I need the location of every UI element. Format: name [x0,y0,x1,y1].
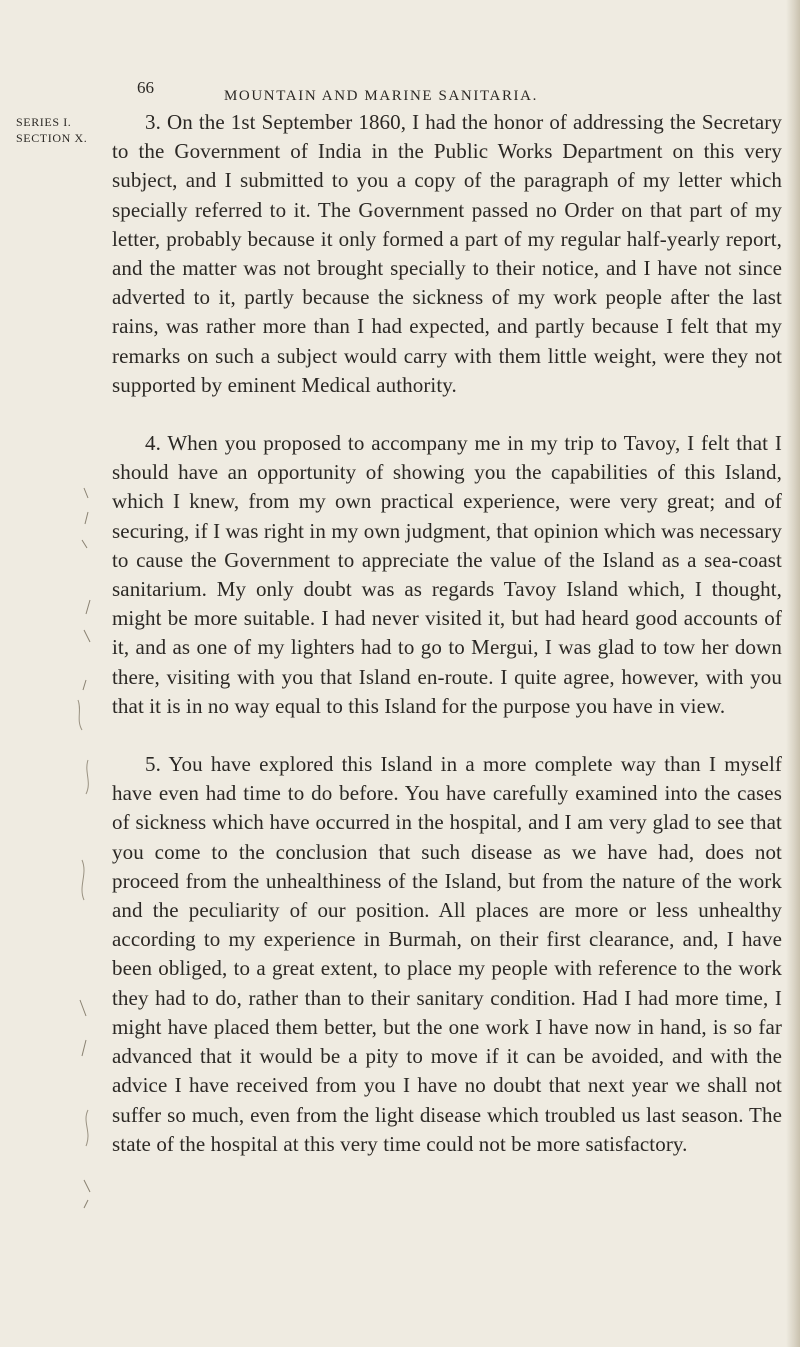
running-title: MOUNTAIN AND MARINE SANITARIA. [224,88,538,104]
margin-note [16,114,106,146]
page-edge-shadow [786,0,800,1347]
paragraph-5: 5. You have explored this Island in a more complete way than I myself have even had time to do before. You have carefully examined into the cases of sickness which have occurred in the hospital, and I am very glad to see that you come to the conclusion that such disease as we have had, does not proceed from the unhealthiness of the Island, but from the nature of the work and the peculiarity of our position. All places are more or less unhealthy according to my experience in Burmah, on their first clearance, and, I have been obliged, to a great extent, to place my people with reference to the work they had to do, rather than to their sanitary condition. Had I had more time, I might have placed them better, but the one work I have now in hand, is so far advanced that it would be a pity to move if it can be avoided, and with the advice I have received from you I have no doubt that next year we shall not suffer so much, even from the light disease which troubled us last season. The state of the hospital at this very time could not be more satisfactory. [112,752,782,1156]
margin-note-series: SERIES I. [16,115,72,129]
paragraph-3: 3. On the 1st September 1860, I had the honor of addressing the Secretary to the Government of India in the Public Works Department on this very subject, and I submitted to you a copy of the paragraph of my letter which specially referred to it. The Government passed no Order on that part of my letter, probably because it only formed a part of my regular half-yearly report, and the matter was not brought specially to their notice, and I have not since adverted to it, partly because the sickness of my work people after the last rains, was rather more than I had expected, and partly because I felt that my remarks on such a subject would carry with them little weight, were they not supported by eminent Medical authority. [112,110,782,397]
page-number: 66 [137,78,154,97]
margin-ink-marks [0,0,110,1347]
body-text [112,108,782,1188]
margin-note-section: SECTION X. [16,131,88,145]
page-header [0,70,800,110]
paragraph-4: 4. When you proposed to accompany me in my trip to Tavoy, I felt that I should have an opportunity of showing you the capabilities of this Island, which I knew, from my own practical experience, were very great; and of securing, if I was right in my own judgment, that opinion which was necessary to cause the Government to appreciate the value of the Island as a sea-coast sanitarium. My only doubt was as regards Tavoy Island which, I thought, might be more suitable. I had never visited it, but had heard good accounts of it, and as one of my lighters had to go to Mergui, I was glad to tow her down there, visiting with you that Island en-route. I quite agree, however, with you that it is in no way equal to this Island for the purpose you have in view. [112,431,782,718]
